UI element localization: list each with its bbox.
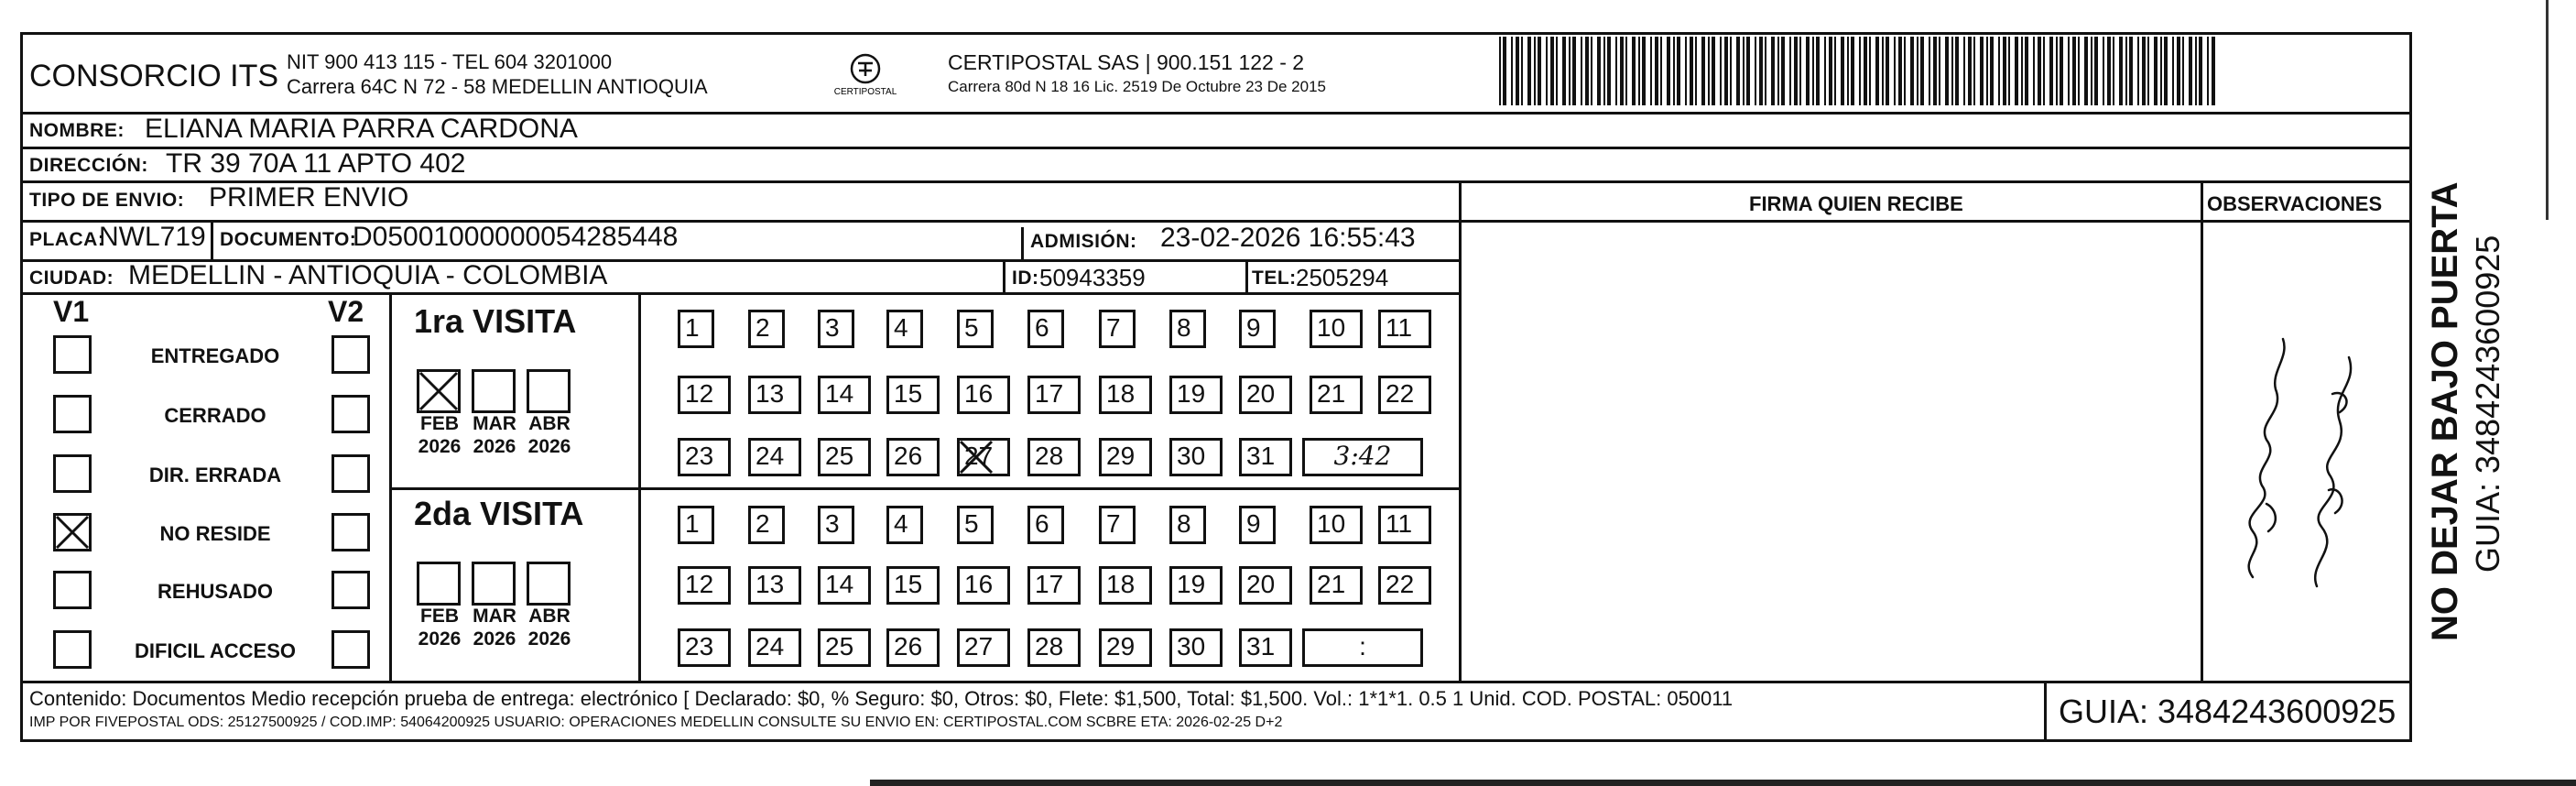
day-box[interactable]: 18 <box>1099 566 1152 605</box>
day-box[interactable]: 31 <box>1239 438 1292 476</box>
x-check-mark <box>53 513 92 551</box>
certipostal-logo-icon <box>829 50 902 101</box>
barcode-bar <box>1650 37 1652 105</box>
barcode-bar <box>1603 37 1605 105</box>
placa-value: NWL719 <box>99 222 206 252</box>
month-label <box>517 412 582 458</box>
barcode-bar <box>1824 37 1826 105</box>
ciudad-value: MEDELLIN - ANTIOQUIA - COLOMBIA <box>128 260 608 290</box>
barcode-bar <box>1920 37 1924 105</box>
direccion-value: TR 39 70A 11 APTO 402 <box>166 148 466 179</box>
barcode-bar <box>2084 37 2088 105</box>
svg-text:CERTIPOSTAL: CERTIPOSTAL <box>833 87 897 97</box>
day-box[interactable]: 16 <box>957 566 1010 605</box>
barcode-bar <box>1638 37 1640 105</box>
barcode-bar <box>1851 37 1854 105</box>
certipostal-line: CERTIPOSTAL SAS | 900.151 122 - 2 <box>948 50 1305 74</box>
day-box[interactable]: 2 <box>748 310 785 348</box>
barcode-bar <box>2154 37 2158 105</box>
month-checkbox[interactable] <box>472 562 516 606</box>
month-year: 2026 <box>527 436 571 457</box>
month-year: 2026 <box>527 628 571 650</box>
day-box[interactable]: 20 <box>1239 566 1292 605</box>
barcode-bar <box>2091 37 2092 105</box>
barcode-bar <box>2177 37 2180 105</box>
v2-checkbox[interactable] <box>332 454 370 493</box>
barcode-bar <box>1910 37 1914 105</box>
barcode-bar <box>1998 37 2000 105</box>
barcode-bar <box>1516 37 1519 105</box>
barcode-bar <box>1806 37 1810 105</box>
barcode-bar <box>1829 37 1832 105</box>
barcode-bar <box>2103 37 2104 105</box>
day-box[interactable]: 3 <box>818 310 854 348</box>
day-box[interactable]: 19 <box>1169 376 1223 414</box>
barcode-bar <box>1701 37 1705 105</box>
barcode-bar <box>2182 37 2184 105</box>
barcode-bar <box>1904 37 1906 105</box>
day-box[interactable]: 21 <box>1310 566 1363 605</box>
day-box[interactable]: 28 <box>1027 438 1081 476</box>
barcode-bar <box>1755 37 1756 105</box>
month-name: MAR <box>473 606 516 627</box>
month-name: FEB <box>420 606 459 627</box>
status-label: REHUSADO <box>158 580 273 603</box>
barcode-bar <box>1933 37 1937 105</box>
nombre-value: ELIANA MARIA PARRA CARDONA <box>145 114 578 144</box>
barcode-bar <box>1597 37 1601 105</box>
barcode-bar <box>2008 37 2010 105</box>
id-label: ID: <box>1012 267 1039 289</box>
barcode-bar <box>1898 37 1902 105</box>
status-label: DIR. ERRADA <box>148 464 282 486</box>
tipo-envio-label: TIPO DE ENVIO: <box>29 190 185 211</box>
barcode-bar <box>1945 37 1949 105</box>
day-box[interactable]: 6 <box>1027 310 1064 348</box>
tipo-envio-value: PRIMER ENVIO <box>209 182 409 213</box>
barcode-bar <box>1886 37 1889 105</box>
status-label: NO RESIDE <box>159 522 271 545</box>
barcode-bar <box>1812 37 1814 105</box>
barcode-bar <box>2078 37 2080 105</box>
month-name: ABR <box>528 606 571 627</box>
barcode-bar <box>1841 37 1844 105</box>
barcode-bar <box>2195 37 2197 105</box>
day-box[interactable]: 17 <box>1027 566 1081 605</box>
day-box[interactable]: 10 <box>1310 506 1363 544</box>
barcode-bar <box>1677 37 1680 105</box>
nombre-label: NOMBRE: <box>29 120 125 141</box>
barcode-bar <box>1781 37 1785 105</box>
barcode-bar <box>1794 37 1798 105</box>
tel-label: TEL: <box>1252 267 1297 289</box>
barcode-bar <box>1875 37 1879 105</box>
id-value: 50943359 <box>1039 264 1146 291</box>
barcode-bar <box>1951 37 1953 105</box>
day-box[interactable]: 7 <box>1099 506 1136 544</box>
barcode-bar <box>1581 37 1582 105</box>
day-box[interactable]: 5 <box>957 310 994 348</box>
day-box[interactable]: 8 <box>1169 506 1206 544</box>
day-box[interactable]: 9 <box>1239 506 1276 544</box>
month-name: MAR <box>473 413 516 434</box>
barcode-bar <box>1655 37 1658 105</box>
barcode-bar <box>1615 37 1617 105</box>
barcode-bar <box>1550 37 1554 105</box>
barcode-bar <box>1990 37 1994 105</box>
v2-checkbox[interactable] <box>332 395 370 433</box>
day-box[interactable]: 26 <box>886 628 940 667</box>
day-box[interactable]: 18 <box>1099 376 1152 414</box>
day-box[interactable]: 1 <box>678 506 714 544</box>
day-box[interactable]: 30 <box>1169 438 1223 476</box>
v2-checkbox[interactable] <box>332 630 370 669</box>
barcode-bar <box>1534 37 1536 105</box>
barcode-bar <box>2212 37 2215 105</box>
barcode-bar <box>2160 37 2162 105</box>
barcode-bar <box>2060 37 2063 105</box>
barcode-bar <box>1572 37 1576 105</box>
barcode-bar <box>1667 37 1670 105</box>
barcode-bar <box>2056 37 2058 105</box>
v1-checkbox[interactable] <box>53 335 92 374</box>
barcode-bar <box>1499 37 1501 105</box>
barcode-bar <box>2137 37 2139 105</box>
barcode-bar <box>2003 37 2006 105</box>
day-box[interactable]: 30 <box>1169 628 1223 667</box>
barcode-bar <box>1695 37 1697 105</box>
documento-label: DOCUMENTO: <box>220 229 357 250</box>
license-line: Carrera 80d N 18 16 Lic. 2519 De Octubre 23 De 2015 <box>948 78 1326 95</box>
barcode-bar <box>1660 37 1662 105</box>
status-label: CERRADO <box>164 404 266 427</box>
day-box[interactable]: 25 <box>818 438 871 476</box>
barcode-bar <box>1527 37 1531 105</box>
handwritten-signature <box>2212 302 2395 595</box>
month-name: ABR <box>528 413 571 434</box>
barcode-bar <box>1765 37 1766 105</box>
day-box[interactable]: 4 <box>886 506 923 544</box>
x-check-mark <box>957 438 995 476</box>
barcode-bar <box>1789 37 1791 105</box>
month-checkbox[interactable] <box>527 562 571 606</box>
barcode-bar <box>1569 37 1571 105</box>
barcode-bar <box>1538 37 1541 105</box>
admision-label: ADMISIÓN: <box>1030 231 1137 252</box>
month-checkbox[interactable] <box>527 369 571 413</box>
day-box[interactable]: 24 <box>748 628 801 667</box>
barcode-bar <box>1777 37 1779 105</box>
day-box[interactable]: 13 <box>748 566 801 605</box>
day-box[interactable]: 23 <box>678 438 731 476</box>
time-box[interactable]: : <box>1302 628 1423 667</box>
day-box[interactable]: 10 <box>1310 310 1363 348</box>
barcode-bar <box>1585 37 1589 105</box>
barcode-bar <box>1894 37 1896 105</box>
barcode-bar <box>2107 37 2111 105</box>
barcode-bar <box>2172 37 2174 105</box>
scan-edge-line <box>870 780 2576 786</box>
barcode-bar <box>1847 37 1849 105</box>
time-box[interactable]: 3:42 <box>1302 438 1423 476</box>
barcode-bar <box>1690 37 1693 105</box>
barcode-bar <box>1968 37 1972 105</box>
barcode-bar <box>2033 37 2035 105</box>
barcode-bar <box>1759 37 1763 105</box>
day-box[interactable]: 27 <box>957 438 1010 476</box>
barcode-bar <box>1511 37 1513 105</box>
day-box[interactable]: 2 <box>748 506 785 544</box>
barcode-bar <box>1503 37 1506 105</box>
barcode-bar <box>1939 37 1940 105</box>
v2-checkbox[interactable] <box>332 571 370 609</box>
firma-header: FIRMA QUIEN RECIBE <box>1749 192 1963 215</box>
month-checkbox[interactable] <box>417 562 461 606</box>
v1-checkbox[interactable] <box>53 571 92 609</box>
day-box[interactable]: 9 <box>1239 310 1276 348</box>
barcode-bar <box>1712 37 1715 105</box>
day-box[interactable]: 15 <box>886 376 940 414</box>
v1-checkbox[interactable] <box>53 395 92 433</box>
v2-label: V2 <box>328 295 364 328</box>
contenido-line: Contenido: Documentos Medio recepción prueba de entrega: electrónico [ Declarado: $0, % Seguro: $0, Otros: $0, Flete: $1,500, Total: $1,500. Vol.: 1*1*1. 0.5 1 Unid. COD. POSTAL: 050011 <box>29 687 1734 710</box>
barcode-bar <box>1562 37 1566 105</box>
barcode-bar <box>1607 37 1611 105</box>
barcode-bar <box>2015 37 2018 105</box>
barcode-bar <box>2049 37 2053 105</box>
barcode-bar <box>2164 37 2168 105</box>
day-box[interactable]: 27 <box>957 628 1010 667</box>
barcode-bar <box>2189 37 2192 105</box>
day-box[interactable]: 7 <box>1099 310 1136 348</box>
day-box[interactable]: 29 <box>1099 438 1152 476</box>
ciudad-label: CIUDAD: <box>29 267 114 289</box>
barcode-bar <box>1556 37 1558 105</box>
month-year: 2026 <box>473 436 516 457</box>
placa-label: PLACA: <box>29 229 105 250</box>
barcode-bar <box>1546 37 1548 105</box>
barcode-bar <box>1980 37 1984 105</box>
day-box[interactable]: 19 <box>1169 566 1223 605</box>
barcode-bar <box>1859 37 1861 105</box>
day-box[interactable]: 25 <box>818 628 871 667</box>
day-box[interactable]: 21 <box>1310 376 1363 414</box>
barcode-bar <box>1620 37 1624 105</box>
imp-line: IMP POR FIVEPOSTAL ODS: 25127500925 / COD.IMP: 54064200925 USUARIO: OPERACIONES MEDELLIN CONSULTE SU ENVIO EN: CERTIPOSTAL.COM SCBRE ETA: 2026-02-25 D+2 <box>29 715 1283 730</box>
day-box[interactable]: 24 <box>748 438 801 476</box>
day-box[interactable]: 23 <box>678 628 731 667</box>
barcode-bar <box>1685 37 1687 105</box>
day-box[interactable]: 17 <box>1027 376 1081 414</box>
day-box[interactable]: 22 <box>1378 566 1431 605</box>
barcode-bar <box>1771 37 1775 105</box>
side-warning: NO DEJAR BAJO PUERTA <box>2425 181 2465 641</box>
barcode-bar <box>2021 37 2023 105</box>
month-name: FEB <box>420 413 459 434</box>
day-box[interactable]: 29 <box>1099 628 1152 667</box>
day-box[interactable]: 5 <box>957 506 994 544</box>
barcode-bar <box>1632 37 1636 105</box>
day-box[interactable]: 13 <box>748 376 801 414</box>
barcode-bar <box>1869 37 1871 105</box>
month-checkbox[interactable] <box>472 369 516 413</box>
barcode-bar <box>1955 37 1959 105</box>
visit2-title: 2da VISITA <box>414 495 584 532</box>
month-year: 2026 <box>473 628 516 650</box>
barcode-bar <box>2025 37 2028 105</box>
barcode-bar <box>1963 37 1965 105</box>
day-box[interactable]: 26 <box>886 438 940 476</box>
x-check-mark <box>417 369 461 413</box>
month-label <box>517 605 582 650</box>
day-box[interactable]: 1 <box>678 310 714 348</box>
day-box[interactable]: 20 <box>1239 376 1292 414</box>
barcode-bar <box>2147 37 2149 105</box>
barcode-bar <box>1708 37 1710 105</box>
v1-label: V1 <box>53 295 90 328</box>
barcode-bar <box>2038 37 2041 105</box>
v2-checkbox[interactable] <box>332 335 370 374</box>
company-name: CONSORCIO ITS <box>29 59 279 93</box>
v1-checkbox[interactable] <box>53 454 92 493</box>
barcode-bar <box>2094 37 2098 105</box>
day-box[interactable]: 12 <box>678 566 731 605</box>
admision-value: 23-02-2026 16:55:43 <box>1160 223 1416 253</box>
barcode-bar <box>1743 37 1745 105</box>
v1-checkbox[interactable] <box>53 630 92 669</box>
barcode <box>1497 37 2221 105</box>
direccion-label: DIRECCIÓN: <box>29 155 148 176</box>
barcode-bar <box>1591 37 1592 105</box>
barcode-bar <box>1720 37 1722 105</box>
barcode-bar <box>1736 37 1740 105</box>
v2-checkbox[interactable] <box>332 513 370 551</box>
documento-value: D05001000000054285448 <box>353 222 679 252</box>
day-box[interactable]: 14 <box>818 376 871 414</box>
side-guia: GUIA: 3484243600925 <box>2469 235 2506 573</box>
observaciones-header: OBSERVACIONES <box>2207 192 2383 215</box>
barcode-bar <box>1929 37 1930 105</box>
barcode-bar <box>1673 37 1675 105</box>
barcode-bar <box>1882 37 1884 105</box>
barcode-bar <box>1834 37 1836 105</box>
day-box[interactable]: 6 <box>1027 506 1064 544</box>
day-box[interactable]: 11 <box>1378 506 1431 544</box>
barcode-bar <box>1864 37 1867 105</box>
barcode-bar <box>1973 37 1975 105</box>
barcode-bar <box>1917 37 1918 105</box>
day-box[interactable]: 15 <box>886 566 940 605</box>
nit-line: NIT 900 413 115 - TEL 604 3201000 <box>287 50 613 73</box>
barcode-bar <box>1799 37 1801 105</box>
barcode-bar <box>2142 37 2146 105</box>
barcode-bar <box>1642 37 1646 105</box>
day-box[interactable]: 28 <box>1027 628 1081 667</box>
day-box[interactable]: 16 <box>957 376 1010 414</box>
day-box[interactable]: 12 <box>678 376 731 414</box>
barcode-bar <box>2129 37 2133 105</box>
scan-edge-line-right <box>2546 0 2549 220</box>
visit1-title: 1ra VISITA <box>414 302 577 340</box>
footer-guia: GUIA: 3484243600925 <box>2059 693 2397 730</box>
day-box[interactable]: 4 <box>886 310 923 348</box>
day-box[interactable]: 3 <box>818 506 854 544</box>
barcode-bar <box>2113 37 2114 105</box>
barcode-bar <box>1521 37 1523 105</box>
barcode-bar <box>1625 37 1627 105</box>
barcode-bar <box>2072 37 2076 105</box>
status-label: ENTREGADO <box>150 344 280 367</box>
barcode-bar <box>1730 37 1732 105</box>
barcode-bar <box>2207 37 2209 105</box>
day-box[interactable]: 31 <box>1239 628 1292 667</box>
day-box[interactable]: 14 <box>818 566 871 605</box>
month-year: 2026 <box>418 436 462 457</box>
barcode-bar <box>2125 37 2127 105</box>
barcode-bar <box>2119 37 2123 105</box>
company-address: Carrera 64C N 72 - 58 MEDELLIN ANTIOQUIA <box>287 75 708 98</box>
tel-value: 2505294 <box>1296 264 1389 291</box>
barcode-bar <box>2043 37 2045 105</box>
barcode-bar <box>1746 37 1750 105</box>
barcode-bar <box>1816 37 1820 105</box>
day-box[interactable]: 8 <box>1169 310 1206 348</box>
certipostal-logo <box>829 50 902 101</box>
day-box[interactable]: 11 <box>1378 310 1431 348</box>
month-year: 2026 <box>418 628 462 650</box>
barcode-bar <box>1986 37 1988 105</box>
day-box[interactable]: 22 <box>1378 376 1431 414</box>
barcode-bar <box>1724 37 1728 105</box>
barcode-bar <box>2199 37 2202 105</box>
barcode-bar <box>2068 37 2070 105</box>
status-label: DIFICIL ACCESO <box>134 639 296 662</box>
